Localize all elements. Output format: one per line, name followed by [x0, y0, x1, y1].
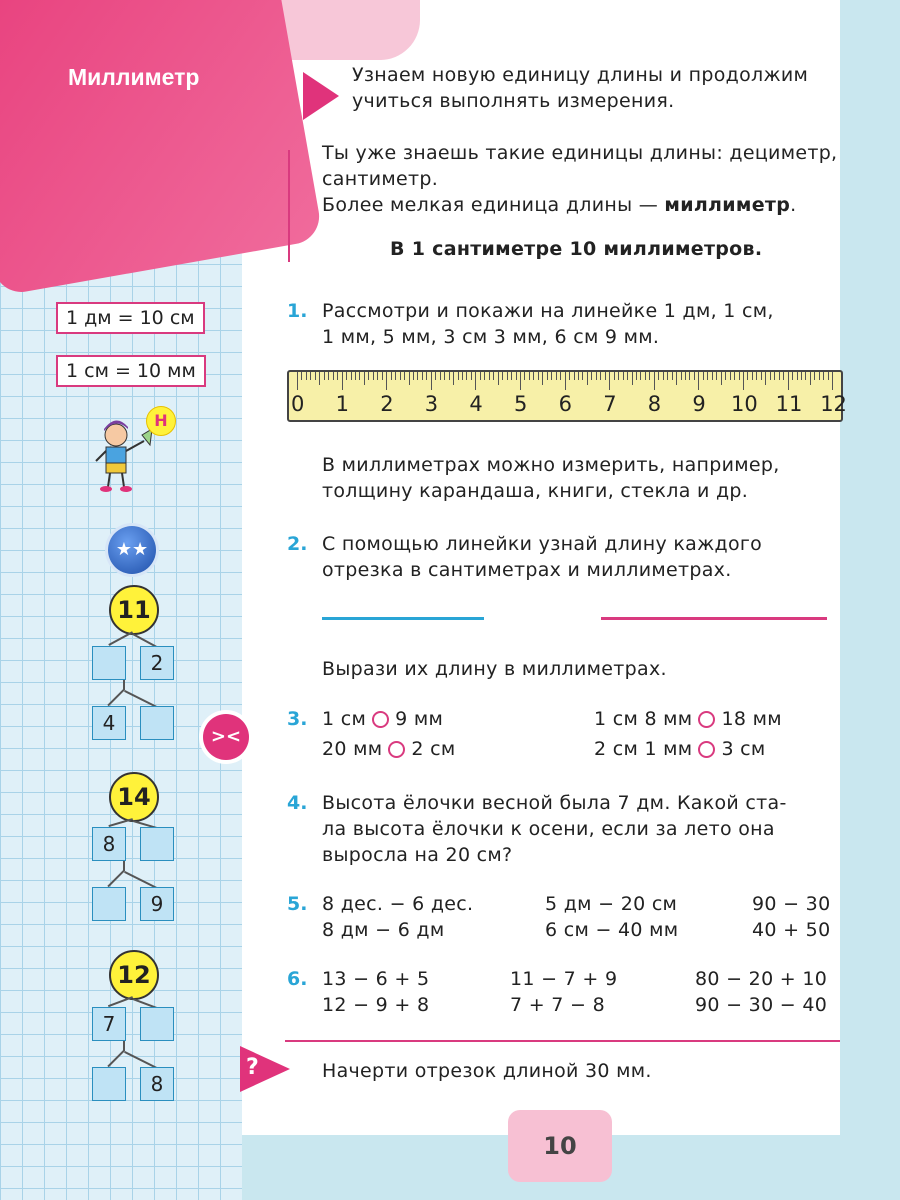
compare-circle[interactable] [372, 711, 389, 728]
ruler-tick [739, 372, 740, 380]
ruler-tick [377, 372, 378, 380]
ruler-tick [761, 372, 762, 380]
ruler-tick [551, 372, 552, 380]
ruler-tick [449, 372, 450, 380]
ruler-tick [618, 372, 619, 380]
ruler-tick [828, 372, 829, 380]
expression: 13 − 6 + 5 [322, 968, 430, 990]
ruler-tick [569, 372, 570, 380]
ruler-tick [346, 372, 347, 380]
expression: 6 см − 40 мм [545, 919, 679, 941]
ruler-tick [538, 372, 539, 380]
ruler-tick [471, 372, 472, 380]
ruler-tick [587, 372, 588, 385]
task-1-text [322, 298, 774, 350]
compare-left: 20 мм [322, 738, 383, 760]
ruler-tick [560, 372, 561, 380]
text-line: 1 мм, 5 мм, 3 см 3 мм, 6 см 9 мм. [322, 326, 660, 348]
ruler-tick [752, 372, 753, 380]
ruler-tick [765, 372, 766, 385]
tree-cell: 8 [140, 1067, 174, 1101]
ruler-tick [413, 372, 414, 380]
ruler-label: 0 [291, 392, 305, 416]
ruler-tick [703, 372, 704, 380]
ruler-tick [801, 372, 802, 380]
compare-row [594, 706, 782, 732]
ruler-tick [431, 372, 432, 390]
tree-cell[interactable] [92, 646, 126, 680]
ruler-tick [440, 372, 441, 380]
compare-left: 2 см 1 мм [594, 738, 693, 760]
compare-right: 3 см [721, 738, 766, 760]
task-5-col [752, 891, 830, 943]
ruler-tick [685, 372, 686, 380]
ruler-tick [351, 372, 352, 380]
after-ruler-text [322, 452, 780, 504]
ruler-tick [547, 372, 548, 380]
ruler-tick [698, 372, 699, 390]
compare-right: 9 мм [395, 708, 444, 730]
segment-pink [601, 617, 827, 620]
ruler-tick [743, 372, 744, 390]
task-number: 3. [287, 708, 308, 730]
task-number: 4. [287, 792, 308, 814]
task-6-col [322, 966, 429, 1018]
ruler-tick [574, 372, 575, 380]
ruler-tick [524, 372, 525, 380]
ruler-tick [458, 372, 459, 380]
ruler-tick [819, 372, 820, 380]
task-number: 2. [287, 533, 308, 555]
page-title: Миллиметр [68, 64, 200, 90]
ruler-label: 6 [558, 392, 572, 416]
ruler-tick [484, 372, 485, 380]
ruler-tick [297, 372, 298, 390]
ruler-tick [533, 372, 534, 380]
ruler-tick [721, 372, 722, 385]
compare-left: 1 см 8 мм [594, 708, 693, 730]
task-2-text [322, 531, 762, 583]
question-text: Начерти отрезок длиной 30 мм. [322, 1060, 652, 1082]
ruler-tick [779, 372, 780, 380]
task-4-text [322, 790, 787, 868]
divider [285, 1040, 840, 1042]
ruler-tick [734, 372, 735, 380]
compare-circle[interactable] [388, 741, 405, 758]
compare-right: 18 мм [721, 708, 782, 730]
text-line: выросла на 20 см? [322, 844, 513, 866]
compare-circle[interactable] [698, 711, 715, 728]
ruler-tick [747, 372, 748, 380]
question-mark: ? [246, 1055, 259, 1080]
task-5-col [322, 891, 473, 943]
tree-cell: 7 [92, 1007, 126, 1041]
ruler-tick [832, 372, 833, 390]
ruler-tick [797, 372, 798, 380]
ruler-tick [310, 372, 311, 380]
task-6-col [695, 966, 827, 1018]
ruler [287, 370, 847, 422]
ruler-tick [663, 372, 664, 380]
expression: 90 − 30 [752, 893, 831, 915]
expression: 5 дм − 20 см [545, 893, 678, 915]
rule-text: В 1 сантиметре 10 миллиметров. [390, 238, 763, 260]
ruler-tick [649, 372, 650, 380]
compare-face-icon: >< [203, 714, 249, 760]
ruler-tick [810, 372, 811, 385]
ruler-tick [756, 372, 757, 380]
ruler-tick [516, 372, 517, 380]
ruler-tick [712, 372, 713, 380]
ruler-tick [805, 372, 806, 380]
ruler-tick [435, 372, 436, 380]
ruler-tick [582, 372, 583, 380]
ruler-tick [319, 372, 320, 385]
intro-line: Узнаем новую единицу длины и продолжим [352, 64, 809, 86]
compare-row [322, 706, 443, 732]
ruler-tick [333, 372, 334, 380]
expression: 90 − 30 − 40 [695, 994, 828, 1016]
expression: 8 дм − 6 дм [322, 919, 445, 941]
ruler-tick [373, 372, 374, 380]
ruler-tick [498, 372, 499, 385]
ruler-tick [694, 372, 695, 380]
ruler-tick [565, 372, 566, 390]
ruler-tick [725, 372, 726, 380]
ruler-tick [342, 372, 343, 390]
ruler-tick [355, 372, 356, 380]
ruler-tick [681, 372, 682, 380]
ruler-tick [462, 372, 463, 380]
text-line: сантиметр. [322, 168, 439, 190]
ruler-tick [417, 372, 418, 380]
expression: 40 + 50 [752, 919, 831, 941]
ruler-tick [301, 372, 302, 380]
ruler-tick [596, 372, 597, 380]
ruler-tick [475, 372, 476, 390]
text-line: С помощью линейки узнай длину каждого [322, 533, 763, 555]
ruler-tick [453, 372, 454, 385]
segment-blue [322, 617, 484, 620]
intro-line: учиться выполнять измерения. [352, 90, 675, 112]
ruler-label: 12 [820, 392, 847, 416]
ruler-tick [328, 372, 329, 380]
ruler-tick [529, 372, 530, 380]
stars-icon: ★★ [108, 526, 156, 574]
compare-left: 1 см [322, 708, 367, 730]
bold-term: миллиметр [664, 194, 791, 216]
known-units-text [322, 140, 837, 218]
ruler-label: 3 [424, 392, 439, 416]
task-number: 1. [287, 300, 308, 322]
ruler-tick [364, 372, 365, 385]
ruler-tick [676, 372, 677, 385]
compare-right: 2 см [411, 738, 456, 760]
ruler-tick [507, 372, 508, 380]
ruler-tick [511, 372, 512, 380]
conversion-box-cm: 1 см = 10 мм [56, 355, 206, 387]
text-line: Рассмотри и покажи на линейке 1 дм, 1 см, [322, 300, 774, 322]
right-margin [840, 0, 900, 1135]
text-line: отрезка в сантиметрах и миллиметрах. [322, 559, 732, 581]
ruler-tick [730, 372, 731, 380]
ruler-tick [658, 372, 659, 380]
ruler-label: 10 [731, 392, 758, 416]
ruler-tick [770, 372, 771, 380]
tree-cell: 8 [92, 827, 126, 861]
ruler-tick [654, 372, 655, 390]
ruler-label: 11 [775, 392, 803, 416]
text-line: Ты уже знаешь такие единицы длины: дециметр, [322, 142, 838, 164]
ruler-label: 2 [380, 392, 394, 416]
ruler-label: 5 [514, 392, 528, 416]
ruler-tick [578, 372, 579, 380]
tree-cell[interactable] [140, 1007, 174, 1041]
ruler-tick [814, 372, 815, 380]
ruler-tick [489, 372, 490, 380]
task-5-col [545, 891, 678, 943]
tree-cell: 2 [140, 646, 174, 680]
ruler-tick [672, 372, 673, 380]
ruler-tick [359, 372, 360, 380]
tree-cell[interactable] [92, 887, 126, 921]
text-line: толщину карандаша, книги, стекла и др. [322, 480, 749, 502]
ruler-tick [409, 372, 410, 385]
tree-cell: 9 [140, 887, 174, 921]
text-line [322, 192, 837, 218]
expression: 8 дес. − 6 дес. [322, 893, 474, 915]
expression: 12 − 9 + 8 [322, 994, 430, 1016]
text-line: В миллиметрах можно измерить, например, [322, 454, 780, 476]
ruler-label: 8 [647, 392, 662, 416]
ruler-tick [422, 372, 423, 380]
tree-cell[interactable] [140, 827, 174, 861]
ruler-tick [591, 372, 592, 380]
ruler-tick [640, 372, 641, 380]
play-triangle-icon [303, 72, 339, 120]
ruler-tick [400, 372, 401, 380]
compare-circle[interactable] [698, 741, 715, 758]
task-number: 5. [287, 893, 308, 915]
ruler-tick [444, 372, 445, 380]
ruler-tick [645, 372, 646, 380]
ruler-tick [774, 372, 775, 380]
ruler-label: 4 [469, 392, 483, 416]
ruler-tick [667, 372, 668, 380]
text-line: Высота ёлочки весной была 7 дм. Какой ста- [322, 792, 787, 814]
tree-cell: 4 [92, 706, 126, 740]
ruler-tick [783, 372, 784, 380]
conversion-box-dm: 1 дм = 10 см [56, 302, 205, 334]
tree-top-number: 14 [109, 772, 159, 822]
ruler-tick [480, 372, 481, 380]
page-number: 10 [508, 1110, 612, 1182]
ruler-tick [391, 372, 392, 380]
ruler-tick [502, 372, 503, 380]
ruler-tick [623, 372, 624, 380]
compare-row [594, 736, 766, 762]
ruler-tick [689, 372, 690, 380]
ruler-label: 9 [692, 392, 706, 416]
ruler-tick [337, 372, 338, 380]
ruler-tick [716, 372, 717, 380]
ruler-tick [404, 372, 405, 380]
expression: 80 − 20 + 10 [695, 968, 828, 990]
tree-cell[interactable] [92, 1067, 126, 1101]
ruler-tick [382, 372, 383, 380]
ruler-tick [600, 372, 601, 380]
compare-row [322, 736, 456, 762]
tree-cell[interactable] [140, 706, 174, 740]
ruler-tick [426, 372, 427, 380]
ruler-tick [605, 372, 606, 380]
ruler-label: 1 [335, 392, 349, 416]
expression: 11 − 7 + 9 [510, 968, 618, 990]
task-number: 6. [287, 968, 308, 990]
ruler-tick [609, 372, 610, 390]
tree-top-number: 12 [109, 950, 159, 1000]
ruler-tick [324, 372, 325, 380]
ruler-tick [542, 372, 543, 385]
ruler-tick [520, 372, 521, 390]
ruler-tick [614, 372, 615, 380]
ruler-tick [788, 372, 789, 390]
ruler-tick [632, 372, 633, 385]
ruler-tick [556, 372, 557, 380]
ruler-tick [315, 372, 316, 380]
ruler-tick [306, 372, 307, 380]
intro-text [352, 62, 808, 114]
ruler-tick [395, 372, 396, 380]
ruler-tick [493, 372, 494, 380]
ruler-tick [386, 372, 387, 390]
task-6-col [510, 966, 617, 1018]
letter-badge: Н [146, 406, 176, 436]
ruler-tick [466, 372, 467, 380]
section-bar [288, 150, 290, 262]
ruler-tick [636, 372, 637, 380]
tree-top-number: 11 [109, 585, 159, 635]
ruler-tick [792, 372, 793, 380]
ruler-tick [627, 372, 628, 380]
express-text: Вырази их длину в миллиметрах. [322, 658, 667, 680]
ruler-tick [368, 372, 369, 380]
text-line: ла высота ёлочки к осени, если за лето она [322, 818, 775, 840]
ruler-tick [823, 372, 824, 380]
ruler-label: 7 [603, 392, 617, 416]
text-span: . [790, 194, 797, 216]
ruler-tick [707, 372, 708, 380]
expression: 7 + 7 − 8 [510, 994, 605, 1016]
text-span: Более мелкая единица длины — [322, 194, 659, 216]
